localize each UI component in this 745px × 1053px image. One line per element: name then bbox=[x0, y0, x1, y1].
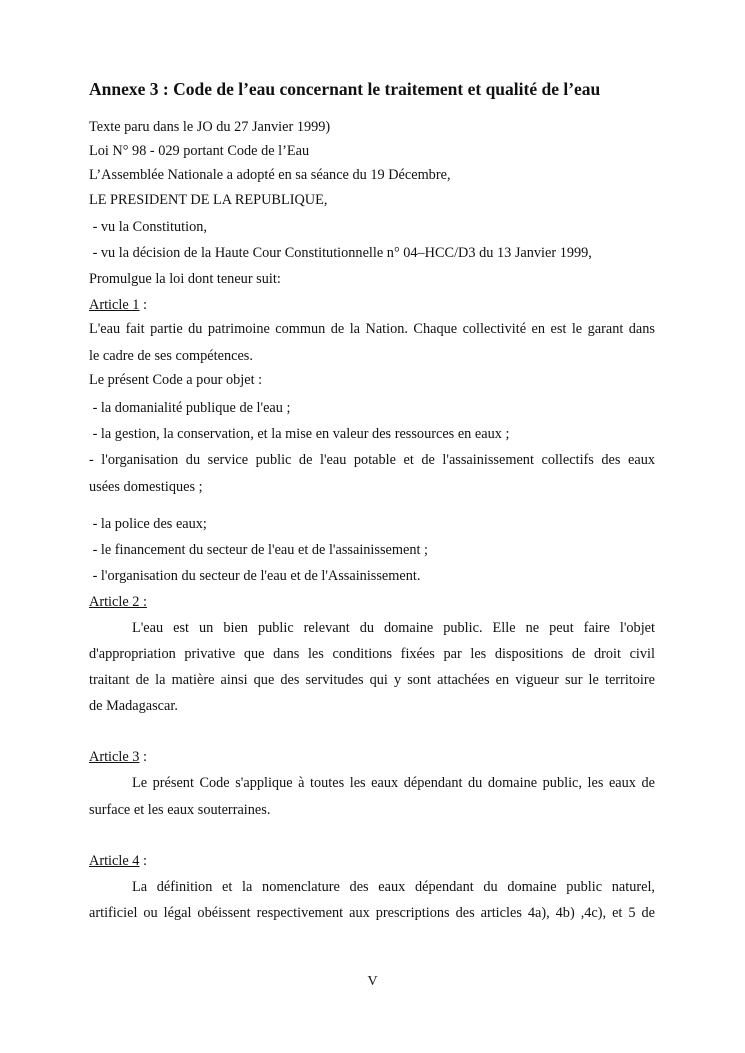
article-3-line: Le présent Code s'applique à toutes les eaux dépendant du domaine public, les eaux de bbox=[132, 775, 655, 791]
preamble-line: LE PRESIDENT DE LA REPUBLIQUE, bbox=[89, 192, 328, 208]
article-1-line: - l'organisation du service public de l'eau potable et de l'assainissement collectifs des eaux bbox=[89, 452, 655, 468]
article-4-label: Article 4 bbox=[89, 853, 140, 869]
article-2-heading bbox=[89, 593, 147, 611]
preamble-line: - vu la décision de la Haute Cour Constitutionnelle n° 04–HCC/D3 du 13 Janvier 1999, bbox=[89, 245, 592, 261]
article-1-line: le cadre de ses compétences. bbox=[89, 348, 253, 364]
article-2-line: traitant de la matière ainsi que des servitudes qui y sont attachées en vigueur sur le territoire bbox=[89, 672, 655, 688]
heading-suffix: : bbox=[139, 749, 147, 765]
document-title: Annexe 3 : Code de l’eau concernant le traitement et qualité de l’eau bbox=[89, 79, 601, 99]
article-2-line: L'eau est un bien public relevant du domaine public. Elle ne peut faire l'objet bbox=[132, 620, 655, 636]
heading-suffix: : bbox=[139, 297, 147, 313]
article-1-line: - l'organisation du secteur de l'eau et de l'Assainissement. bbox=[89, 568, 421, 584]
article-2-line: de Madagascar. bbox=[89, 698, 178, 714]
article-1-heading bbox=[89, 296, 147, 314]
preamble-line: Promulgue la loi dont teneur suit: bbox=[89, 271, 281, 287]
article-1-line: - la police des eaux; bbox=[89, 516, 207, 532]
article-1-line: L'eau fait partie du patrimoine commun de la Nation. Chaque collectivité en est le garant dans bbox=[89, 321, 655, 337]
preamble-line: - vu la Constitution, bbox=[89, 219, 207, 235]
article-1-line: - la domanialité publique de l'eau ; bbox=[89, 400, 291, 416]
article-1-label: Article 1 bbox=[89, 297, 140, 313]
article-2-label: Article 2 : bbox=[89, 594, 147, 610]
article-1-line: usées domestiques ; bbox=[89, 479, 203, 495]
article-2-line: d'appropriation privative que dans les conditions fixées par les dispositions de droit civil bbox=[89, 646, 655, 662]
page-number: V bbox=[367, 974, 378, 989]
article-4-heading bbox=[89, 852, 147, 870]
article-1-line: - la gestion, la conservation, et la mise en valeur des ressources en eaux ; bbox=[89, 426, 510, 442]
article-4-line: artificiel ou légal obéissent respectivement aux prescriptions des articles 4a), 4b) ,4c), et 5 de bbox=[89, 905, 655, 921]
preamble-line: Texte paru dans le JO du 27 Janvier 1999) bbox=[89, 119, 331, 135]
heading-suffix: : bbox=[139, 853, 147, 869]
article-3-label: Article 3 bbox=[89, 749, 140, 765]
article-3-heading bbox=[89, 748, 147, 766]
article-4-line: La définition et la nomenclature des eaux dépendant du domaine public naturel, bbox=[132, 879, 655, 895]
article-3-line: surface et les eaux souterraines. bbox=[89, 802, 271, 818]
article-1-line: - le financement du secteur de l'eau et de l'assainissement ; bbox=[89, 542, 429, 558]
preamble-line: Loi N° 98 - 029 portant Code de l’Eau bbox=[89, 143, 310, 159]
article-1-line: Le présent Code a pour objet : bbox=[89, 372, 263, 388]
preamble-line: L’Assemblée Nationale a adopté en sa séance du 19 Décembre, bbox=[89, 167, 451, 183]
